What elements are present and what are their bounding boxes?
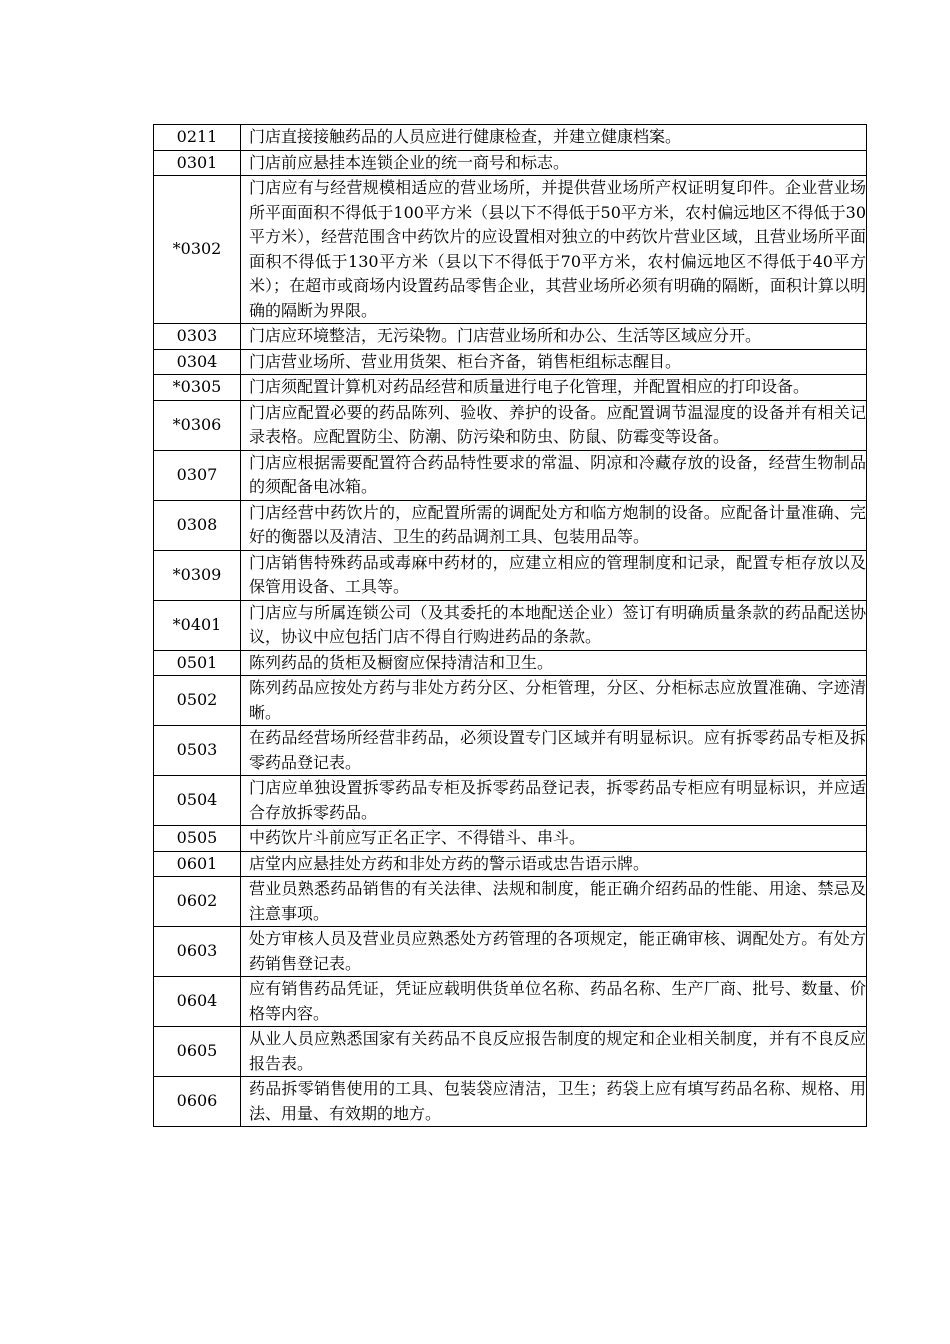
table-row	[154, 500, 867, 550]
inspection-items-table	[153, 124, 867, 1127]
table-body	[154, 125, 867, 1127]
table-row	[154, 877, 867, 927]
item-code: 0504	[154, 776, 241, 826]
table-row	[154, 927, 867, 977]
table-row	[154, 550, 867, 600]
item-code: *0309	[154, 550, 241, 600]
item-code: 0308	[154, 500, 241, 550]
item-description: 门店应单独设置拆零药品专柜及拆零药品登记表，拆零药品专柜应有明显标识，并应适合存放拆零药品。	[241, 776, 867, 826]
item-code: 0605	[154, 1027, 241, 1077]
item-description: 处方审核人员及营业员应熟悉处方药管理的各项规定，能正确审核、调配处方。有处方药销售登记表。	[241, 927, 867, 977]
item-code: 0502	[154, 676, 241, 726]
item-code: 0307	[154, 450, 241, 500]
item-code: 0602	[154, 877, 241, 927]
item-description: 门店应配置必要的药品陈列、验收、养护的设备。应配置调节温湿度的设备并有相关记录表格。应配置防尘、防潮、防污染和防虫、防鼠、防霉变等设备。	[241, 400, 867, 450]
item-description: 门店须配置计算机对药品经营和质量进行电子化管理，并配置相应的打印设备。	[241, 375, 867, 401]
table-row	[154, 851, 867, 877]
item-code: 0304	[154, 349, 241, 375]
table-row	[154, 125, 867, 151]
item-description: 在药品经营场所经营非药品，必须设置专门区域并有明显标识。应有拆零药品专柜及拆零药品登记表。	[241, 726, 867, 776]
item-description: 门店应有与经营规模相适应的营业场所，并提供营业场所产权证明复印件。企业营业场所平面面积不得低于100平方米（县以下不得低于50平方米，农村偏远地区不得低于30平方米），经营范围含中药饮片的应设置相对独立的中药饮片营业区域，且营业场所平面面积不得低于130平方米（县以下不得低于70平方米，农村偏远地区不得低于40平方米）；在超市或商场内设置药品零售企业，其营业场所必须有明确的隔断，面积计算以明确的隔断为界限。	[241, 176, 867, 324]
table-row	[154, 349, 867, 375]
item-code: *0302	[154, 176, 241, 324]
table-row	[154, 324, 867, 350]
table-row	[154, 726, 867, 776]
item-description: 营业员熟悉药品销售的有关法律、法规和制度，能正确介绍药品的性能、用途、禁忌及注意事项。	[241, 877, 867, 927]
item-description: 店堂内应悬挂处方药和非处方药的警示语或忠告语示牌。	[241, 851, 867, 877]
item-code: 0606	[154, 1077, 241, 1127]
item-code: 0303	[154, 324, 241, 350]
item-description: 中药饮片斗前应写正名正字、不得错斗、串斗。	[241, 826, 867, 852]
table-row	[154, 676, 867, 726]
item-code: 0503	[154, 726, 241, 776]
item-code: *0401	[154, 600, 241, 650]
item-description: 应有销售药品凭证，凭证应载明供货单位名称、药品名称、生产厂商、批号、数量、价格等内容。	[241, 977, 867, 1027]
item-code: 0603	[154, 927, 241, 977]
table-row	[154, 826, 867, 852]
table-row	[154, 977, 867, 1027]
table-row	[154, 1027, 867, 1077]
item-description: 陈列药品的货柜及橱窗应保持清洁和卫生。	[241, 650, 867, 676]
item-description: 门店应与所属连锁公司（及其委托的本地配送企业）签订有明确质量条款的药品配送协议，协议中应包括门店不得自行购进药品的条款。	[241, 600, 867, 650]
table-row	[154, 776, 867, 826]
table-row	[154, 600, 867, 650]
item-code: *0305	[154, 375, 241, 401]
item-description: 门店直接接触药品的人员应进行健康检查，并建立健康档案。	[241, 125, 867, 151]
item-description: 陈列药品应按处方药与非处方药分区、分柜管理，分区、分柜标志应放置准确、字迹清晰。	[241, 676, 867, 726]
item-code: *0306	[154, 400, 241, 450]
item-description: 门店营业场所、营业用货架、柜台齐备，销售柜组标志醒目。	[241, 349, 867, 375]
table-row	[154, 176, 867, 324]
item-code: 0301	[154, 150, 241, 176]
table-row	[154, 1077, 867, 1127]
table-row	[154, 375, 867, 401]
item-description: 门店销售特殊药品或毒麻中药材的，应建立相应的管理制度和记录，配置专柜存放以及保管用设备、工具等。	[241, 550, 867, 600]
table-row	[154, 650, 867, 676]
item-code: 0501	[154, 650, 241, 676]
item-description: 门店经营中药饮片的，应配置所需的调配处方和临方炮制的设备。应配备计量准确、完好的衡器以及清洁、卫生的药品调剂工具、包装用品等。	[241, 500, 867, 550]
item-description: 门店前应悬挂本连锁企业的统一商号和标志。	[241, 150, 867, 176]
item-description: 药品拆零销售使用的工具、包装袋应清洁，卫生；药袋上应有填写药品名称、规格、用法、用量、有效期的地方。	[241, 1077, 867, 1127]
item-code: 0604	[154, 977, 241, 1027]
table-row	[154, 150, 867, 176]
item-code: 0601	[154, 851, 241, 877]
table-row	[154, 400, 867, 450]
item-description: 门店应根据需要配置符合药品特性要求的常温、阴凉和冷藏存放的设备，经营生物制品的须配备电冰箱。	[241, 450, 867, 500]
item-description: 门店应环境整洁，无污染物。门店营业场所和办公、生活等区域应分开。	[241, 324, 867, 350]
item-code: 0505	[154, 826, 241, 852]
item-description: 从业人员应熟悉国家有关药品不良反应报告制度的规定和企业相关制度，并有不良反应报告表。	[241, 1027, 867, 1077]
item-code: 0211	[154, 125, 241, 151]
table-row	[154, 450, 867, 500]
